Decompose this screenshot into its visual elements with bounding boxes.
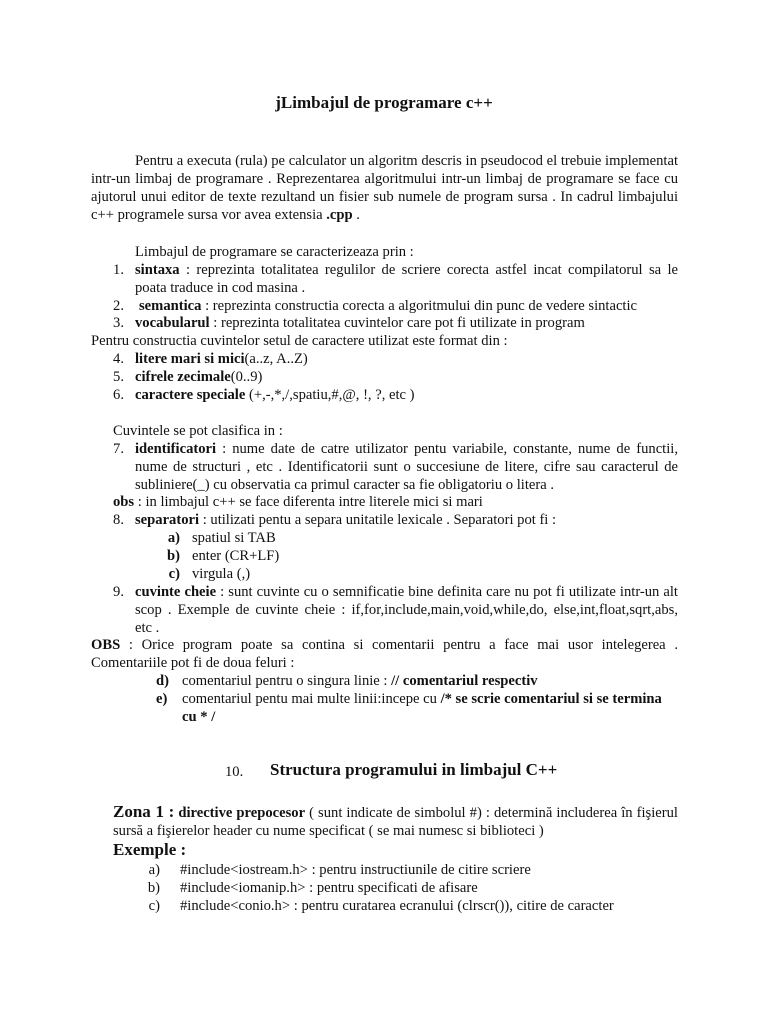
list-number: 1. (113, 262, 124, 278)
list-item-7 (100, 440, 678, 494)
separator-text: virgula (,) (192, 566, 251, 582)
comment-syntax: /* se scrie comentariul si se termina cu * / (182, 691, 662, 725)
comments-obs-text: : Orice program poate sa contina si comentarii pentru a face mai usor intelegerea . Comentariile pot fi de doua feluri : (91, 637, 678, 671)
list-letter: b) (147, 880, 160, 896)
litere-desc: (a..z, A..Z) (244, 351, 308, 367)
vocabularul-desc: : reprezinta totalitatea cuvintelor care pot fi utilizate in program (209, 315, 585, 331)
comment-item-e (140, 690, 678, 726)
separator-list (140, 529, 640, 583)
list-item (140, 547, 640, 565)
semantica-desc: : reprezinta constructia corecta a algoritmului din punc de vedere sintactic (201, 298, 638, 314)
include-directive: #include<iostream.h> (180, 862, 308, 878)
intro-paragraph (91, 152, 678, 224)
sintaxa-desc: : reprezinta totalitatea regulilor de scriere corecta astfel incat compilatorul sa le poata traduce in cod masina . (135, 262, 678, 296)
list-number: 9. (113, 584, 124, 600)
zone1-label: Zona 1 : (113, 802, 175, 821)
page-title: jLimbajul de programare c++ (275, 93, 493, 112)
identificatori-desc: : nume date de catre utilizator pentu variabile, constante, nume de functii, nume de structuri , etc . Identificatorii sunt o succesiune de litere, cifre sau caracterul de subliniere(_) cu observatia ca primul caracter sa fie obligatoriu o litera . (135, 441, 678, 493)
list-letter: b) (167, 548, 180, 564)
comment-text: comentariul pentru o singura linie : (182, 673, 392, 689)
obs-label: obs (113, 494, 135, 510)
term-vocabularul: vocabularul (135, 315, 210, 331)
charset-lead: Pentru constructia cuvintelor setul de caractere utilizat este format din : (91, 333, 508, 349)
zone1-heading: directive prepocesor (178, 805, 306, 821)
list-item-8 (100, 511, 678, 529)
list-item (140, 897, 678, 915)
term-cuvinte-cheie: cuvinte cheie (135, 584, 217, 600)
caractere-desc: (+,-,*,/,spatiu,#,@, !, ?, etc ) (245, 387, 415, 403)
include-directive: #include<iomanip.h> (180, 880, 306, 896)
term-sintaxa: sintaxa (135, 262, 180, 278)
characterize-lead: Limbajul de programare se caracterizeaza prin : (135, 244, 414, 260)
cpp-extension: .cpp (326, 207, 353, 223)
examples-heading: Exemple : (113, 840, 187, 859)
list-item-3 (100, 314, 678, 332)
section-number: 10. (225, 764, 244, 780)
list-number: 6. (113, 387, 124, 403)
comment-syntax: // comentariul respectiv (391, 673, 538, 689)
words-lead: Cuvintele se pot clasifica in : (113, 423, 283, 439)
list-item-1 (100, 261, 678, 297)
list-item-6 (100, 386, 678, 404)
include-desc: : pentru specificati de afisare (305, 880, 478, 896)
list-letter: e) (156, 691, 168, 707)
term-separatori: separatori (135, 512, 200, 528)
list-letter: d) (156, 673, 169, 689)
cifrele-desc: (0..9) (230, 369, 263, 385)
term-cifrele: cifrele zecimale (135, 369, 231, 385)
intro-end: . (356, 207, 360, 223)
list-item (140, 861, 678, 879)
list-item-9 (100, 583, 678, 637)
comments-paragraph (91, 636, 678, 672)
list-item (140, 529, 640, 547)
separatori-desc: : utilizati pentu a separa unitatile lexicale . Separatori pot fi : (199, 512, 557, 528)
intro-text: Pentru a executa (rula) pe calculator un algoritm descris in pseudocod el trebuie implementat intr-un limbaj de programare . Reprezentarea algoritmului intr-un limbaj de programare se face cu ajutorul unui editor de texte rezultand un fisier sub numele de program sursa . In cadrul limbajului c++ programele sursa vor avea extensia (91, 153, 678, 223)
obs-note (113, 493, 678, 511)
include-desc: : pentru curatarea ecranului (clrscr()), citire de caracter (290, 898, 614, 914)
list-item-5 (100, 368, 678, 386)
zone1-desc: ( sunt indicate de simbolul #) : determină includerea în fişierul sursă a fişierelor header cu nume specificat ( se mai numesc si biblioteci ) (113, 805, 678, 839)
comment-item-d (140, 672, 678, 690)
term-identificatori: identificatori (135, 441, 217, 457)
zone1-paragraph (113, 803, 678, 840)
list-item-4 (100, 350, 678, 368)
list-item (140, 565, 640, 583)
separator-text: spatiul si TAB (192, 530, 276, 546)
list-number: 5. (113, 369, 124, 385)
section-heading (0, 761, 768, 783)
term-litere: litere mari si mici (135, 351, 245, 367)
cuvinte-cheie-desc: : sunt cuvinte cu o semnificatie bine definita care nu pot fi utilizate intr-un alt scop . Exemple de cuvinte cheie : if,for,include,main,void,while,do, else,int,float,sqrt,abs, etc . (135, 584, 678, 636)
list-number: 7. (113, 441, 124, 457)
list-letter: a) (148, 862, 160, 878)
list-letter: c) (148, 898, 160, 914)
list-item-2 (100, 297, 678, 315)
obs-upper-label: OBS (91, 637, 121, 653)
separator-text: enter (CR+LF) (192, 548, 280, 564)
list-number: 4. (113, 351, 124, 367)
list-number: 2. (113, 298, 124, 314)
example-list (140, 861, 678, 915)
section-title: Structura programului in limbajul C++ (270, 760, 558, 779)
include-desc: : pentru instructiunile de citire scriere (307, 862, 531, 878)
comment-text: comentariul pentu mai multe linii:incepe cu (182, 691, 441, 707)
list-number: 3. (113, 315, 124, 331)
include-directive: #include<conio.h> (180, 898, 291, 914)
term-caractere: caractere speciale (135, 387, 246, 403)
list-number: 8. (113, 512, 124, 528)
obs-text: : in limbajul c++ se face diferenta intre literele mici si mari (134, 494, 483, 510)
list-letter: a) (167, 530, 180, 546)
list-letter: c) (168, 566, 180, 582)
term-semantica: semantica (139, 298, 202, 314)
list-item (140, 879, 678, 897)
